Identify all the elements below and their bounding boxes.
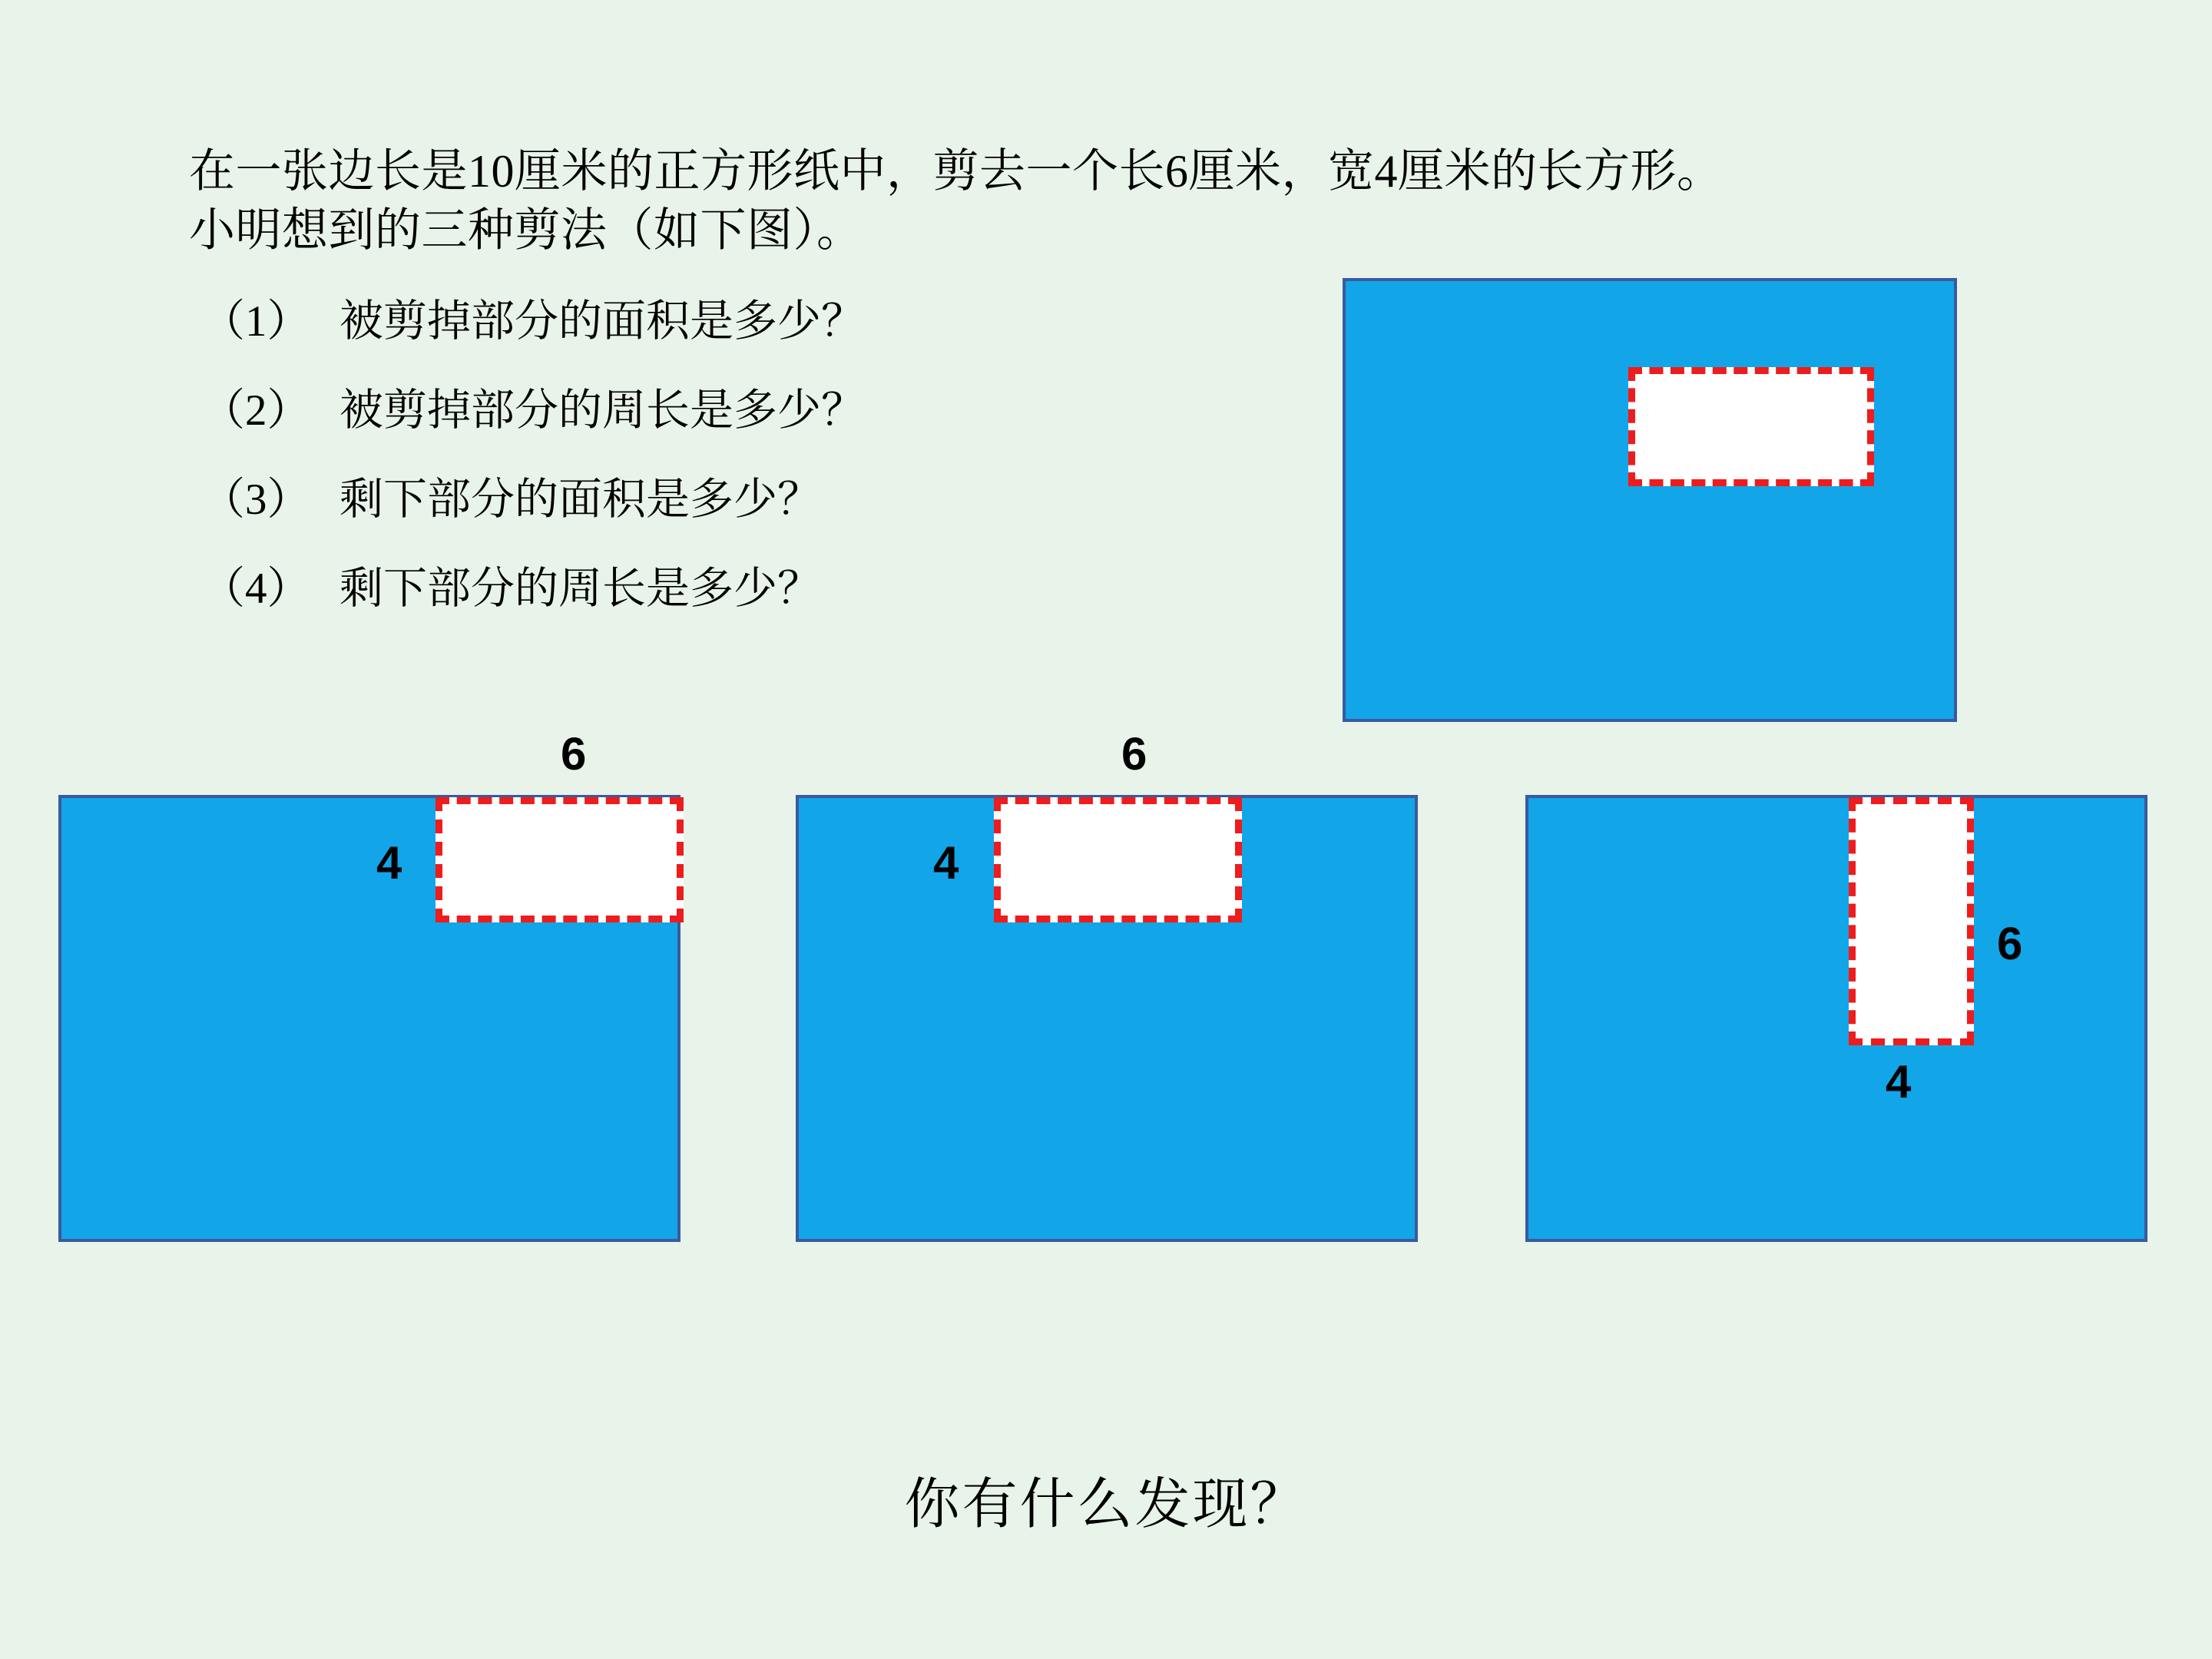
dimension-label-length: 6 (561, 728, 587, 780)
question-number: （4） (201, 565, 311, 613)
dimension-label-width: 4 (376, 837, 402, 889)
figure-interior-cut (1343, 278, 1957, 722)
statement-line-2: 小明想到的三种剪法（如下图）。 (189, 204, 863, 256)
cut-rectangle (435, 797, 684, 922)
dimension-label-width: 4 (933, 837, 959, 889)
question-item-3 (201, 475, 1353, 524)
problem-statement (189, 142, 2032, 260)
question-number: （3） (201, 475, 311, 524)
question-number: （2） (201, 386, 311, 435)
question-text: 被剪掉部分的周长是多少？ (339, 386, 865, 435)
footer-question: 你有什么发现？ (904, 1474, 1308, 1535)
question-list (201, 297, 1353, 656)
statement-line-1: 在一张边长是10厘米的正方形纸中，剪去一个长6厘米，宽4厘米的长方形。 (189, 146, 1724, 197)
dimension-label-length: 6 (1997, 918, 2023, 969)
question-text: 剩下部分的面积是多少？ (339, 475, 821, 524)
question-item-1 (201, 297, 1353, 346)
question-text: 被剪掉部分的面积是多少？ (339, 297, 865, 346)
question-item-2 (201, 386, 1353, 435)
dimension-label-width: 4 (1886, 1056, 1912, 1108)
question-text: 剩下部分的周长是多少？ (339, 565, 821, 613)
question-number: （1） (201, 297, 311, 346)
cut-rectangle (1628, 367, 1874, 486)
question-item-4 (201, 567, 1353, 611)
cut-rectangle (1849, 797, 1974, 1045)
cut-rectangle (994, 797, 1242, 922)
figure-vertical-cut (1525, 795, 2147, 1242)
figure-corner-cut (58, 728, 680, 1242)
figure-edge-cut (796, 728, 1418, 1242)
dimension-label-length: 6 (1121, 728, 1147, 780)
